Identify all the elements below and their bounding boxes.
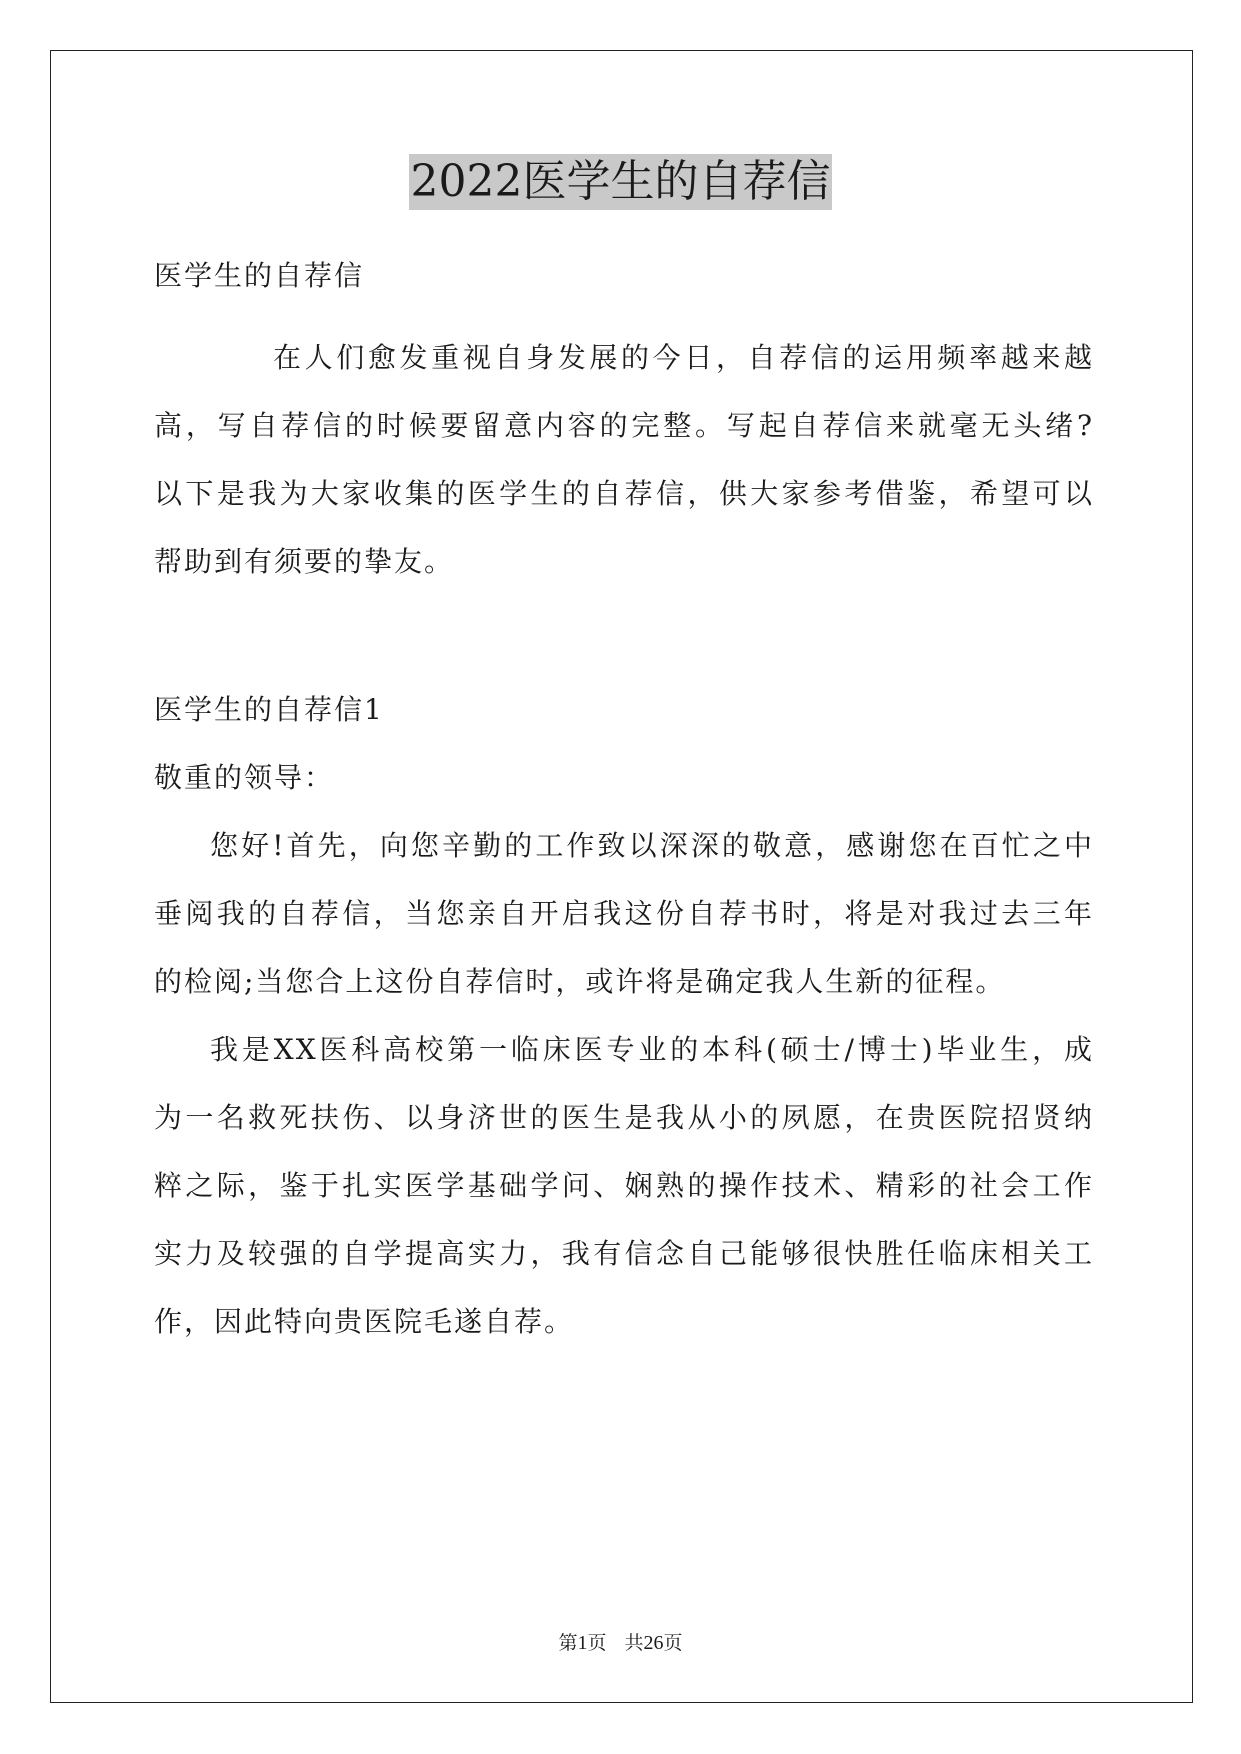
- page-footer: [0, 1630, 1241, 1656]
- paragraph-line: 实力及较强的自学提高实力，我有信念自己能够很快胜任临床相关工: [154, 1237, 1094, 1270]
- paragraph-line: 我是XX医科高校第一临床医专业的本科(硕士/博士)毕业生，成: [210, 1033, 1094, 1066]
- paragraph-line: 帮助到有须要的挚友。: [154, 545, 455, 578]
- section-heading: 医学生的自荐信: [154, 259, 365, 292]
- page-number: 1: [577, 1632, 588, 1654]
- page-border: [50, 50, 1193, 1703]
- total-label-prefix: 共: [624, 1632, 644, 1654]
- total-pages: 26: [643, 1632, 664, 1654]
- page-label-suffix: 页: [587, 1632, 607, 1654]
- total-label-suffix: 页: [663, 1632, 683, 1654]
- paragraph-line: 以下是我为大家收集的医学生的自荐信，供大家参考借鉴，希望可以: [154, 477, 1094, 510]
- document-title: 2022医学生的自荐信: [409, 154, 833, 210]
- paragraph-line: 为一名救死扶伤、以身济世的医生是我从小的夙愿，在贵医院招贤纳: [154, 1101, 1094, 1134]
- paragraph-line: 作，因此特向贵医院毛遂自荐。: [154, 1305, 575, 1338]
- section-heading: 医学生的自荐信1: [154, 693, 384, 726]
- paragraph-line: 垂阅我的自荐信，当您亲自开启我这份自荐书时，将是对我过去三年: [154, 897, 1094, 930]
- document-title-wrapper: [0, 154, 1241, 210]
- paragraph-line: 高，写自荐信的时候要留意内容的完整。写起自荐信来就毫无头绪?: [154, 409, 1094, 442]
- paragraph-line: 您好!首先，向您辛勤的工作致以深深的敬意，感谢您在百忙之中: [210, 829, 1094, 862]
- salutation: 敬重的领导：: [154, 761, 335, 794]
- paragraph-line: 在人们愈发重视自身发展的今日，自荐信的运用频率越来越: [273, 341, 1094, 374]
- paragraph-line: 粹之际，鉴于扎实医学基础学问、娴熟的操作技术、精彩的社会工作: [154, 1169, 1094, 1202]
- page-label-prefix: 第: [558, 1632, 578, 1654]
- paragraph-line: 的检阅;当您合上这份自荐信时，或许将是确定我人生新的征程。: [154, 965, 1006, 998]
